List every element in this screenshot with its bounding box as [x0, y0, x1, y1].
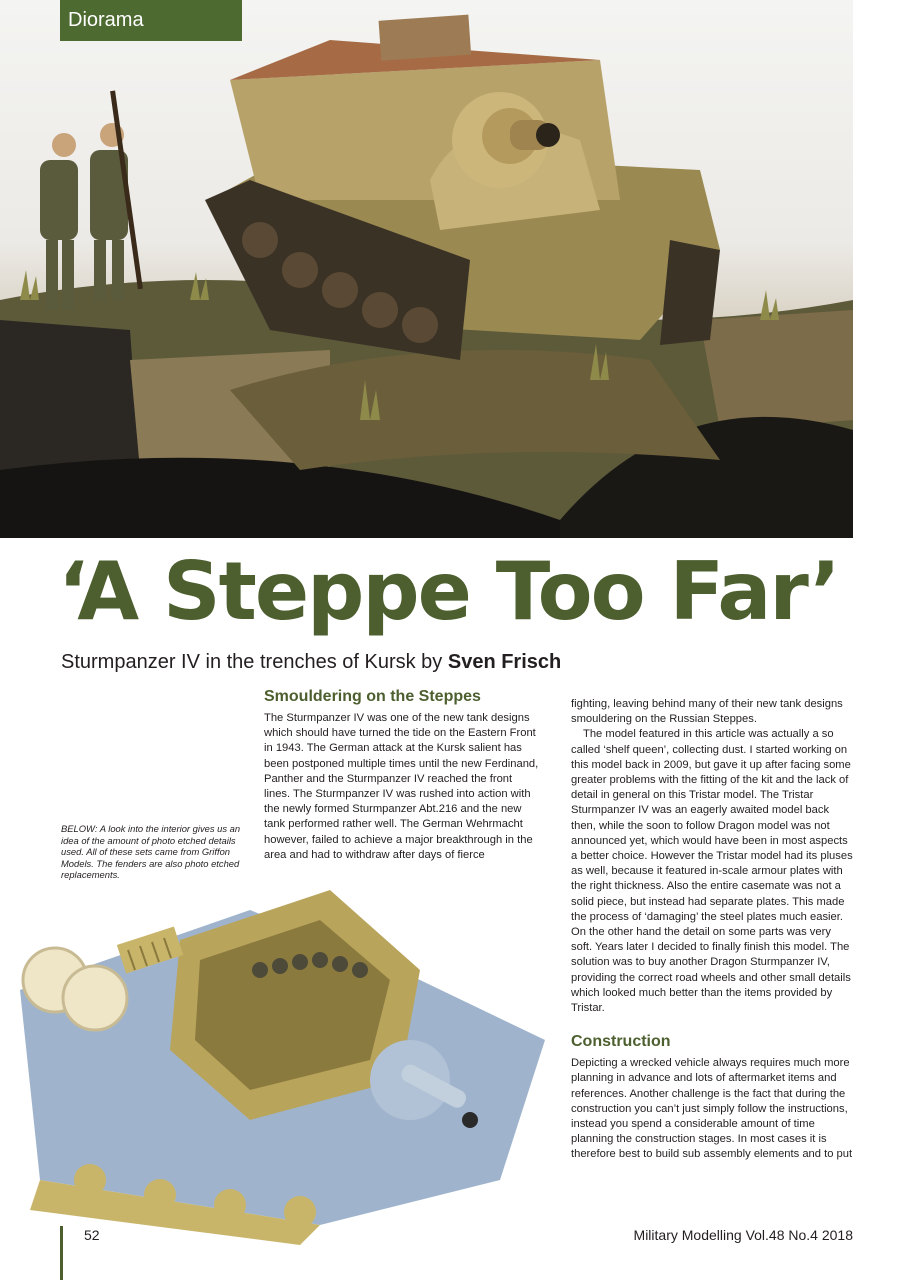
hero-photo [0, 0, 853, 538]
article-subtitle [61, 648, 561, 676]
section-tag: Diorama [60, 0, 242, 41]
subtitle-text: Sturmpanzer IV in the trenches of Kursk by [61, 651, 448, 673]
page-number: 52 [84, 1227, 100, 1243]
model-interior-illustration [0, 880, 565, 1245]
article-column-1 [264, 687, 540, 863]
interior-photo [0, 880, 565, 1245]
section-heading-smouldering: Smouldering on the Steppes [264, 688, 481, 705]
magazine-issue: Military Modelling Vol.48 No.4 2018 [633, 1227, 853, 1243]
section-heading-construction: Construction [571, 1033, 671, 1051]
footer-accent-bar [60, 1226, 63, 1280]
article-title: ‘A Steppe Too Far’ [58, 545, 839, 638]
photo-caption: BELOW: A look into the interior gives us an idea of the amount of photo etched details used. All of these sets came from Griffon Models. The fenders are also photo etched replacements. [61, 823, 241, 880]
article-paragraph: Depicting a wrecked vehicle always requires much more planning in advance and lots of aftermarket items and references. Another challenge is the fact that during the construction you can’t just simply follow the instructions, instead you spend a considerable amount of time planning the construction stages. In most cases it is therefore best to build sub assembly elements and to put [571, 1057, 853, 1161]
article-column-2 [571, 697, 855, 1163]
article-paragraph: fighting, leaving behind many of their new tank designs smouldering on the Russian Steppes. [571, 698, 843, 726]
diorama-illustration [0, 0, 853, 538]
author-name: Sven Frisch [447, 651, 562, 673]
article-paragraph: The Sturmpanzer IV was one of the new tank designs which should have turned the tide on the Eastern Front in 1943. The German attack at the Kursk salient has been postponed multiple times until the new Ferdinand, Panther and the Sturmpanzer IV reached the front lines. The Sturmpanzer IV was rushed into action with the newly formed Sturmpanzer Abt.216 and the new tank performed rather well. The German Wehrmacht however, failed to achieve a major breakthrough in the area and had to withdraw after days of fierce [264, 712, 539, 861]
article-paragraph: The model featured in this article was actually a so called ‘shelf queen’, collecting dust. I started working on this model back in 2009, but gave it up after facing some greater problems with the fitting of the kit and the lack of detail in general on this Tristar model. The Tristar Sturmpanzer IV was an eagerly awaited model back then, while the soon to follow Dragon model was not announced yet, which would have been in most aspects a better choice. However the Tristar model had its pluses as well, because it featured in-scale armour plates with the right thickness. Also the entire casemate was not a solid piece, but instead had separate plates. This made the process of ‘damaging’ the steel plates much easier. On the other hand the detail on some parts was very soft. Years later I decided to finally finish this model. The solution was to buy another Dragon Sturmpanzer IV, providing the correct road wheels and other small details which looked much better than the items provided by Tristar. [571, 728, 853, 1015]
